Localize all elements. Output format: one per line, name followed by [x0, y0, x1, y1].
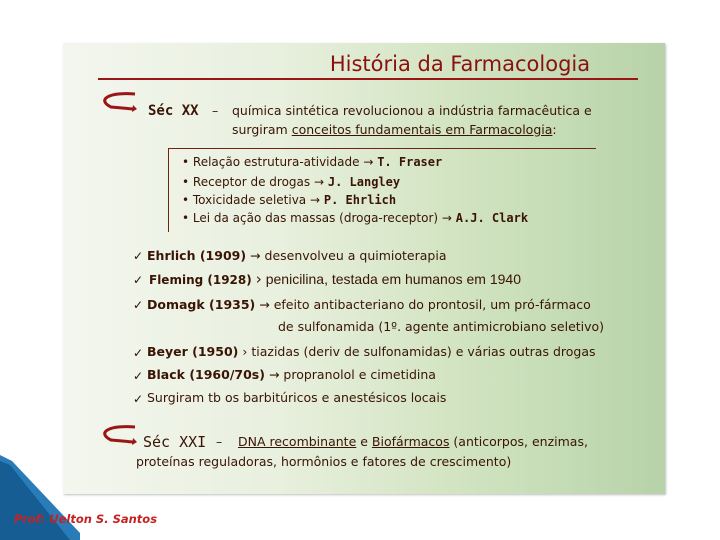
sec-xx-label: Séc XX [148, 103, 199, 119]
check-icon: ✓ [133, 298, 144, 312]
sec-xx-dash: – [212, 103, 219, 118]
concepts-link: conceitos fundamentais em Farmacologia [291, 122, 553, 137]
title-divider [98, 78, 638, 80]
slide-title: História da Farmacologia [329, 52, 591, 76]
milestone-item: Beyer (1950) › tiazidas (deriv de sulfonamidas) e várias outras drogas [147, 344, 596, 359]
milestone-item: Surgiram tb os barbitúricos e anestésicos locais [147, 390, 447, 405]
sec-xxi-line2: proteínas reguladoras, hormônios e fatores de crescimento) [136, 454, 512, 469]
sec-xx-line2-pre: surgiram [232, 122, 292, 137]
sec-xxi-line1: DNA recombinante e Biofármacos (anticorpos, enzimas, [238, 434, 588, 449]
curved-arrow-icon [97, 90, 137, 112]
decorative-stripe [0, 455, 80, 540]
check-icon: ✓ [133, 369, 144, 383]
check-icon: ✓ [133, 273, 144, 287]
sec-xxi-dash: – [216, 434, 223, 449]
milestone-item: Domagk (1935) → efeito antibacteriano do prontosil, um pró-fármaco [147, 297, 591, 312]
check-icon: ✓ [133, 392, 144, 406]
check-icon: ✓ [133, 346, 144, 360]
milestone-item: Ehrlich (1909) → desenvolveu a quimioterapia [147, 248, 447, 263]
curved-arrow-icon [97, 423, 137, 445]
dna-link: DNA recombinante [238, 434, 357, 449]
check-icon: ✓ [133, 249, 144, 263]
biofarmacos-link: Biofármacos [371, 434, 450, 449]
sec-xx-line2 [232, 122, 557, 137]
sec-xxi-label: Séc XXI [143, 433, 207, 451]
concept-box-top [168, 148, 596, 149]
concept-item: • Lei da ação das massas (droga-receptor) → A.J. Clark [182, 211, 529, 225]
concept-box-left [168, 148, 169, 232]
milestone-item: Black (1960/70s) → propranolol e cimetidina [147, 367, 436, 382]
milestone-item: Fleming (1928) › penicilina, testada em humanos em 1940 [149, 270, 521, 288]
sec-xx-line2-post: : [552, 122, 557, 137]
concept-item: • Receptor de drogas → J. Langley [182, 175, 401, 189]
sec-xx-line1: química sintética revolucionou a indústria farmacêutica e [232, 103, 592, 118]
footer-author: Prof: Uelton S. Santos [14, 512, 158, 526]
concept-item: • Toxicidade seletiva → P. Ehrlich [182, 193, 397, 207]
concept-item: • Relação estrutura-atividade → T. Fraser [182, 155, 443, 169]
milestone-continuation: de sulfonamida (1º. agente antimicrobiano seletivo) [278, 319, 605, 334]
